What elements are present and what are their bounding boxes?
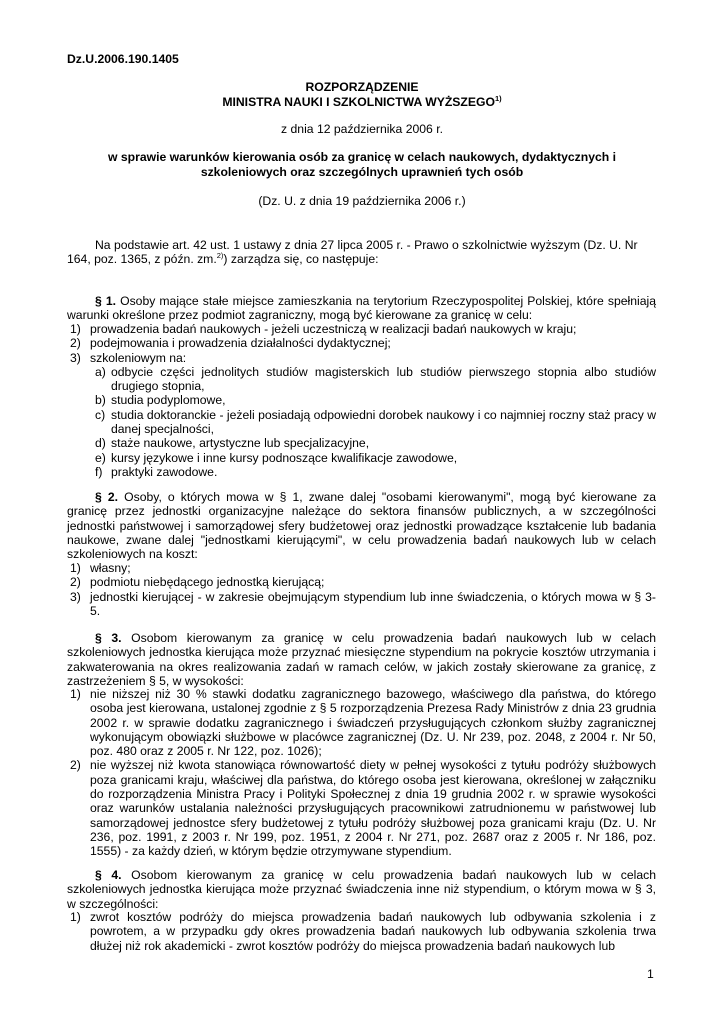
sub-item-letter: c) xyxy=(95,407,106,422)
section-4-intro xyxy=(67,868,656,911)
footnote-ref-1: 1) xyxy=(494,94,502,103)
regulation-date: z dnia 12 października 2006 r. xyxy=(281,122,443,136)
subject-line-2: szkoleniowych oraz szczególnych uprawnień tych osób xyxy=(200,165,524,179)
sub-item-text: studia doktoranckie - jeżeli posiadają odpowiedni dorobek naukowy i co najmniej roczny staż pracy w danej specjalności, xyxy=(111,407,656,437)
section-1-text: Osoby mające stałe miejsce zamieszkania na terytorium Rzeczypospolitej Polskiej, które spełniają warunki określone przez podmiot zagraniczny, mogą być kierowane za granicę w celu: xyxy=(67,294,656,323)
item-number: 1) xyxy=(70,910,81,924)
section-2-text: Osoby, o których mowa w § 1, zwane dalej "osobami kierowanymi", mogą być kierowane za granicę przez jednostki organizacyjne należące do sektora finansów publicznych, a w szczególności jednostki państwowej i samorządowej sfery budżetowej oraz jednostki prowadzące kształcenie lub badania naukowe, zwane dalej "jednostkami kierującymi", w celu prowadzenia badań naukowych lub w celach szkoleniowych na koszt: xyxy=(67,490,656,562)
item-number: 1) xyxy=(70,687,81,701)
footnote-ref-2: 2) xyxy=(216,251,224,261)
item-text: nie niższej niż 30 % stawki dodatku zagranicznego bazowego, właściwego dla państwa, do którego osoba jest kierowana, ustalonej zgodnie z § 5 rozporządzenia Prezesa Rady Ministrów z dnia 23 grudnia 2002 r. w sprawie dodatku zagranicznego i świadczeń przysługujących członkom służby zagranicznej wykonującym obowiązki służbowe w placówce zagranicznej (Dz. U. Nr 239, poz. 2048, z 2004 r. Nr 50, poz. 480 oraz z 2005 r. Nr 122, poz. 1026); xyxy=(90,687,656,759)
list-item xyxy=(67,758,656,858)
item-text: podmiotu niebędącego jednostką kierującą; xyxy=(90,575,325,590)
section-2-intro xyxy=(67,490,656,561)
subject-line-1: w sprawie warunków kierowania osób za granicę w celach naukowych, dydaktycznych i xyxy=(108,150,616,164)
section-3-intro xyxy=(67,631,656,688)
preamble-line-2-text: 164, poz. 1365, z późn. zm. xyxy=(67,252,217,267)
regulation-title: ROZPORZĄDZENIE xyxy=(305,80,419,94)
section-3-mark: § 3. xyxy=(95,631,122,645)
sub-item xyxy=(67,451,656,465)
sub-item-text: praktyki zawodowe. xyxy=(111,464,218,479)
section-4-list xyxy=(67,910,656,953)
item-number: 2) xyxy=(70,336,81,351)
sub-item-letter: d) xyxy=(95,436,106,451)
item-number: 2) xyxy=(70,575,81,590)
item-number: 3) xyxy=(70,350,81,365)
section-1-list xyxy=(67,322,656,479)
sub-item-text: kursy językowe i inne kursy podnoszące kwalifikacje zawodowe, xyxy=(111,450,458,465)
list-item xyxy=(67,590,656,619)
publication-note: (Dz. U. z dnia 19 października 2006 r.) xyxy=(258,194,466,208)
list-item xyxy=(67,575,656,589)
item-number: 1) xyxy=(70,561,81,575)
sub-item-text: staże naukowe, artystyczne lub specjalizacyjne, xyxy=(111,436,370,451)
section-1-mark: § 1. xyxy=(95,294,117,308)
item-text: podejmowania i prowadzenia działalności dydaktycznej; xyxy=(90,336,391,351)
item-text: prowadzenia badań naukowych - jeżeli uczestniczą w realizacji badań naukowych w kraju; xyxy=(90,322,577,336)
item-number: 2) xyxy=(70,758,81,773)
section-3-text: Osobom kierowanym za granicę w celu prowadzenia badań naukowych lub w celach szkoleniowych jednostka kierująca może przyznać miesięczne stypendium na pokrycie kosztów utrzymania i zakwaterowania na okres realizowania zadań w ramach celów, w jakich zostały skierowane za granicę, z zastrzeżeniem § 5, w wysokości: xyxy=(67,631,656,688)
item-text: nie wyższej niż kwota stanowiąca równowartość diety w pełnej wysokości z tytułu podróży służbowych poza granicami kraju, właściwej dla państwa, do którego osoba jest kierowana, określonej w załączniku do rozporządzenia Ministra Pracy i Polityki Społecznej z dnia 19 grudnia 2002 r. w sprawie wysokości oraz warunków ustalania należności przysługujących pracownikowi zatrudnionemu w państwowej lub samorządowej jednostce sfery budżetowej z tytułu podróży służbowej poza granicami kraju (Dz. U. Nr 236, poz. 1991, z 2003 r. Nr 199, poz. 1951, z 2004 r. Nr 271, poz. 2687 oraz z 2005 r. Nr 186, poz. 1555) - za każdy dzień, w którym będzie otrzymywane stypendium. xyxy=(90,758,656,859)
sub-item xyxy=(67,436,656,450)
section-3-list xyxy=(67,687,656,859)
section-4-text: Osobom kierowanym za granicę w celu prowadzenia badań naukowych lub w celach szkoleniowych jednostka kierująca może przyznać świadczenia inne niż stypendium, o którym mowa w § 3, w szczególności: xyxy=(67,868,656,911)
list-item xyxy=(67,351,656,365)
item-text: zwrot kosztów podróży do miejsca prowadzenia badań naukowych lub odbywania szkolenia i z powrotem, a w przypadku gdy okres prowadzenia badań naukowych lub odbywania szkolenia trwa dłużej niż rok akademicki - zwrot kosztów podróży do miejsca prowadzenia badań naukowych lub xyxy=(90,910,656,953)
sub-item-letter: f) xyxy=(95,464,103,479)
sub-item-letter: e) xyxy=(95,450,106,465)
section-4-mark: § 4. xyxy=(95,868,122,882)
list-item xyxy=(67,336,656,350)
sub-item-text: studia podyplomowe, xyxy=(111,393,226,408)
sub-item-letter: b) xyxy=(95,393,106,408)
preamble-line-2 xyxy=(67,252,656,266)
list-item xyxy=(67,910,656,953)
section-1-intro xyxy=(67,294,656,323)
list-item xyxy=(67,687,656,758)
item-text: własny; xyxy=(90,561,131,575)
preamble-line-1: Na podstawie art. 42 ust. 1 ustawy z dnia 27 lipca 2005 r. - Prawo o szkolnictwie wyższym (Dz. U. Nr xyxy=(95,238,638,252)
preamble xyxy=(67,238,656,267)
ministry-title xyxy=(66,95,658,109)
item-number: 3) xyxy=(70,589,81,604)
sub-item xyxy=(67,408,656,437)
ministry-title-text: MINISTRA NAUKI I SZKOLNICTWA WYŻSZEGO xyxy=(222,95,495,109)
list-item xyxy=(67,322,656,336)
section-2-mark: § 2. xyxy=(95,490,119,504)
item-text: szkoleniowym na: xyxy=(90,350,187,365)
item-text: jednostki kierującej - w zakresie obejmującym stypendium lub inne świadczenia, o których mowa w § 3-5. xyxy=(90,589,656,618)
section-2-list xyxy=(67,561,656,618)
dz-identifier: Dz.U.2006.190.1405 xyxy=(67,52,179,66)
page-number: 1 xyxy=(647,967,654,981)
sub-item-letter: a) xyxy=(95,364,106,379)
list-item xyxy=(67,561,656,575)
sub-item xyxy=(67,465,656,479)
sub-item xyxy=(67,393,656,407)
sub-item xyxy=(67,365,656,394)
item-number: 1) xyxy=(70,322,81,336)
sub-item-text: odbycie części jednolitych studiów magisterskich lub studiów pierwszego stopnia albo studiów drugiego stopnia, xyxy=(111,364,656,394)
preamble-line-2-end: ) zarządza się, co następuje: xyxy=(223,252,379,267)
